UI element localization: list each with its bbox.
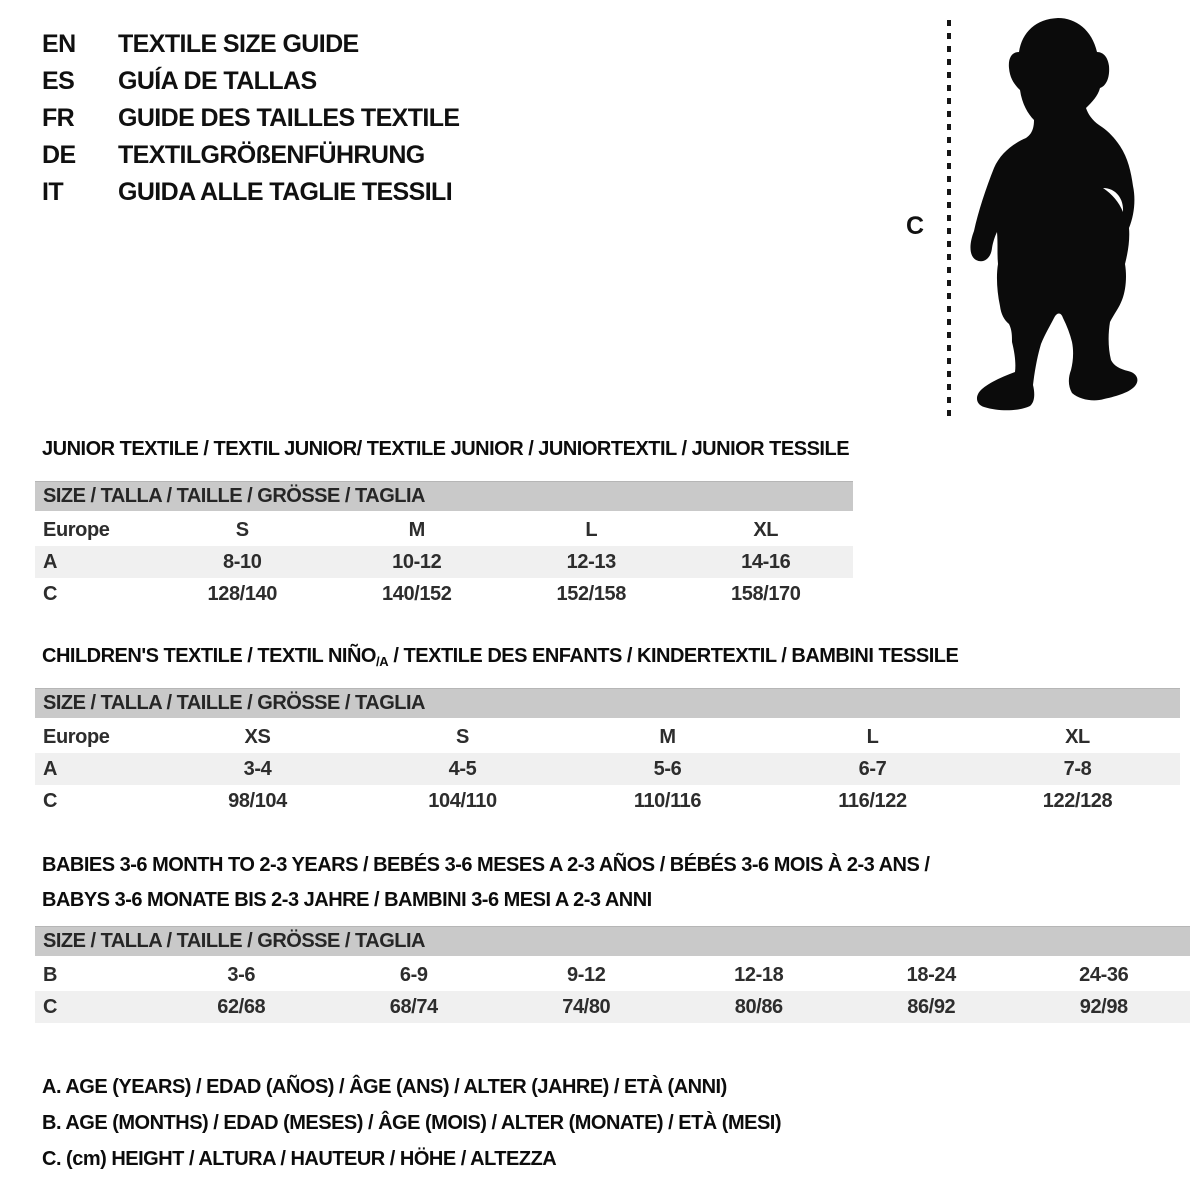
row-label: A: [43, 757, 58, 780]
size-table-header: SIZE / TALLA / TAILLE / GRÖSSE / TAGLIA: [35, 926, 1190, 956]
language-label: GUIDE DES TAILLES TEXTILE: [118, 104, 460, 132]
section-title: [42, 639, 958, 679]
size-cell: 6-7: [858, 757, 887, 780]
size-cell: 116/122: [838, 789, 907, 812]
row-label: Europe: [43, 518, 110, 541]
section-title-line: JUNIOR TEXTILE / TEXTIL JUNIOR/ TEXTILE JUNIOR / JUNIORTEXTIL / JUNIOR TESSILE: [42, 438, 850, 460]
row-label: C: [43, 789, 58, 812]
table-row: [35, 753, 1180, 785]
size-cell: 98/104: [228, 789, 287, 812]
table-row: [35, 546, 853, 578]
height-measure-label: C: [906, 212, 925, 240]
row-label: C: [43, 995, 58, 1018]
size-table: [35, 481, 853, 610]
language-code: ES: [42, 67, 75, 95]
size-cell: 110/116: [633, 789, 702, 812]
size-table-body: [35, 721, 1180, 817]
language-label: TEXTILE SIZE GUIDE: [118, 30, 359, 58]
table-row: [35, 514, 853, 546]
section-title: [42, 848, 929, 918]
size-cell: 12-13: [566, 550, 616, 573]
size-cell: 122/128: [1042, 789, 1113, 812]
language-row: [42, 26, 460, 63]
size-cell: 152/158: [556, 582, 626, 605]
size-cell: 3-6: [227, 963, 256, 986]
size-table-body: [35, 514, 853, 610]
size-cell: 80/86: [734, 995, 783, 1018]
language-row: [42, 100, 460, 137]
size-cell: S: [456, 725, 469, 748]
size-cell: 12-18: [734, 963, 784, 986]
size-table-header: SIZE / TALLA / TAILLE / GRÖSSE / TAGLIA: [35, 481, 853, 511]
table-row: [35, 991, 1190, 1023]
language-row: [42, 63, 460, 100]
size-table: [35, 688, 1180, 817]
language-code: FR: [42, 104, 75, 132]
size-cell: L: [866, 725, 879, 748]
size-cell: 140/152: [382, 582, 452, 605]
size-cell: 6-9: [399, 963, 428, 986]
section-title: [42, 432, 849, 467]
section-title-line: BABIES 3-6 MONTH TO 2-3 YEARS / BEBÉS 3-6 MESES A 2-3 AÑOS / BÉBÉS 3-6 MOIS À 2-3 ANS /: [42, 854, 930, 876]
size-cell: L: [585, 518, 598, 541]
section-title-line: CHILDREN'S TEXTILE / TEXTIL $NIÑO_{/A}$ / TEXTILE DES ENFANTS / KINDERTEXTIL / BAMBINI TESSILE: [42, 645, 959, 669]
size-table-body: [35, 959, 1190, 1023]
size-cell: S: [235, 518, 249, 541]
size-cell: 5-6: [653, 757, 682, 780]
size-cell: 18-24: [906, 963, 956, 986]
language-code: EN: [42, 30, 76, 58]
size-cell: 7-8: [1063, 757, 1092, 780]
size-cell: M: [659, 725, 676, 748]
size-cell: 4-5: [448, 757, 477, 780]
size-cell: 104/110: [428, 789, 497, 812]
size-cell: 9-12: [567, 963, 606, 986]
size-cell: 10-12: [392, 550, 442, 573]
size-cell: XL: [753, 518, 779, 541]
size-cell: 8-10: [223, 550, 262, 573]
section-title-line: BABYS 3-6 MONATE BIS 2-3 JAHRE / BAMBINI 3-6 MESI A 2-3 ANNI: [42, 889, 652, 911]
size-cell: 68/74: [389, 995, 438, 1018]
language-row: [42, 137, 460, 174]
language-label: GUÍA DE TALLAS: [118, 67, 317, 95]
language-code: IT: [42, 178, 64, 206]
size-cell: 14-16: [741, 550, 791, 573]
row-label: Europe: [43, 725, 110, 748]
size-cell: 86/92: [907, 995, 956, 1018]
language-code: DE: [42, 141, 76, 169]
table-row: [35, 578, 853, 610]
size-table-header: SIZE / TALLA / TAILLE / GRÖSSE / TAGLIA: [35, 688, 1180, 718]
size-table: [35, 926, 1190, 1023]
row-label: B: [43, 963, 58, 986]
size-cell: 74/80: [562, 995, 611, 1018]
legend-line: A. AGE (YEARS) / EDAD (AÑOS) / ÂGE (ANS) / ALTER (JAHRE) / ETÀ (ANNI): [42, 1076, 727, 1098]
size-cell: 92/98: [1079, 995, 1128, 1018]
table-row: [35, 959, 1190, 991]
size-cell: M: [408, 518, 425, 541]
height-measure-line: [947, 20, 951, 416]
language-row: [42, 174, 460, 211]
size-cell: 128/140: [207, 582, 277, 605]
toddler-silhouette-icon: [962, 16, 1152, 418]
size-cell: 3-4: [243, 757, 272, 780]
language-list: [42, 26, 460, 211]
legend-line: C. (cm) HEIGHT / ALTURA / HAUTEUR / HÖHE / ALTEZZA: [42, 1148, 557, 1170]
row-label: C: [43, 582, 58, 605]
language-label: TEXTILGRÖßENFÜHRUNG: [118, 141, 425, 169]
table-row: [35, 721, 1180, 753]
row-label: A: [43, 550, 58, 573]
size-cell: XL: [1065, 725, 1090, 748]
size-cell: 62/68: [217, 995, 266, 1018]
legend-line: B. AGE (MONTHS) / EDAD (MESES) / ÂGE (MOIS) / ALTER (MONATE) / ETÀ (MESI): [42, 1112, 782, 1134]
size-cell: 24-36: [1079, 963, 1129, 986]
table-row: [35, 785, 1180, 817]
language-label: GUIDA ALLE TAGLIE TESSILI: [118, 178, 453, 206]
size-cell: XS: [244, 725, 271, 748]
legend: [42, 1069, 781, 1177]
size-cell: 158/170: [731, 582, 801, 605]
